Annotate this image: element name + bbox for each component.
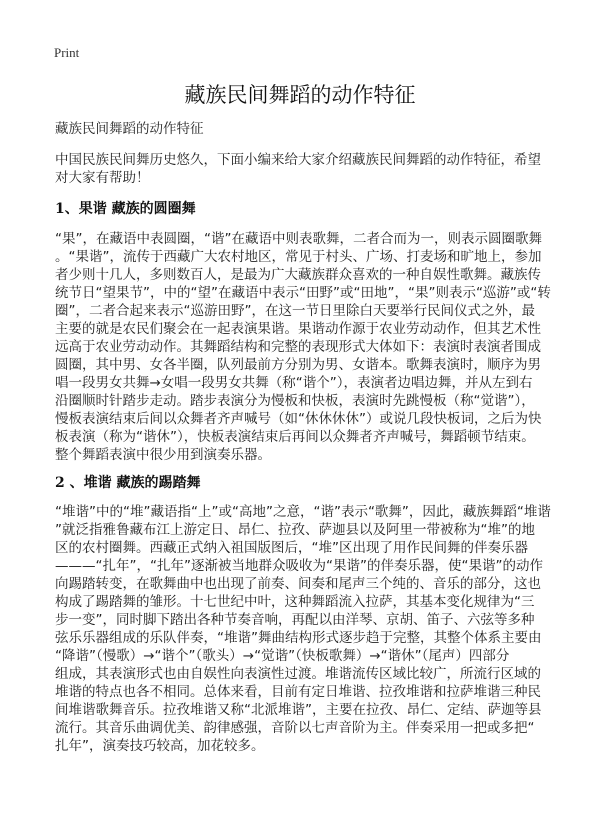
paragraph-line: 沿圈顺时针踏步走动。踏步表演分为慢板和快板，表演时先跳慢板（称“觉谐”）， [55,393,535,409]
paragraph-line: ”就泛指雅鲁藏布江上游定日、昂仁、拉孜、萨迦县以及阿里一带被称为“堆”的地 [55,522,535,538]
paragraph-line: 板表演（称为“谐休”），快板表演结束后再间以众舞者齐声喊号，舞蹈顿节结束。 [55,429,535,445]
paragraph-line: 唱一段男女共舞→女唱一段男女共舞（称“谐个”），表演者边唱边舞，并从左到右 [55,375,533,391]
paragraph-line: 流行。其音乐曲调优美、韵律感强，音阶以七声音阶为主。伴奏采用一把或多把“ [55,720,535,736]
paragraph-line: 统节日“望果节”，中的“望”在藏语中表示“田野”或“田地”，“果”则表示“巡游”或“转 [55,285,551,301]
section-paragraph [55,503,551,755]
paragraph-line: 向踢踏转变，在歌舞曲中也出现了前奏、间奏和尾声三个纯的、音乐的部分，这也 [55,576,541,592]
page-title: 藏族民间舞蹈的动作特征 [184,83,416,107]
paragraph-line: 圆圈，其中男、女各半圈，队列最前方分别为男、女谐本。歌舞表演时，顺序为男 [55,357,541,373]
paragraph-line: “堆谐”中的“堆”藏语指“上”或“高地”之意，“谐”表示“歌舞”，因此，藏族舞蹈“堆谐 [55,504,551,520]
paragraph-line: 主要的就是农民们聚会在一起表演果谐。果谐动作源于农业劳动动作，但其艺术性 [55,321,541,337]
print-link[interactable]: Print [54,45,80,60]
intro-paragraph [55,151,541,187]
paragraph-line: 慢板表演结束后间以众舞者齐声喊号（如“休休休休”）或说几段快板词，之后为快 [55,411,542,427]
paragraph-line: 。“果谐”，流传于西藏广大农村地区，常见于村头、广场、打麦场和旷地上，参加 [55,249,542,265]
paragraph-line: “果”，在藏语中表圆圈，“谐”在藏语中则表歌舞，二者合而为一，则表示圆圈歌舞 [55,231,542,247]
paragraph-line: 步一变”，同时脚下踏出各种节奏音响，再配以由洋琴、京胡、笛子、六弦等多种 [55,612,535,628]
paragraph-line: 堆谐的特点也各不相同。总体来看，目前有定日堆谐、拉孜堆谐和拉萨堆谐三种民 [55,684,541,700]
subtitle: 藏族民间舞蹈的动作特征 [55,121,204,137]
paragraph-line: 间堆谐歌舞音乐。拉孜堆谐又称“北派堆谐”，主要在拉孜、昂仁、定结、萨迦等县 [55,702,542,718]
paragraph-line: ———“扎年”，“扎年”逐渐被当地群众吸收为“果谐”的伴奏乐器，使“果谐”的动作 [55,558,543,574]
section-heading: 2 、堆谐 藏族的踢踏舞 [55,475,201,491]
paragraph-line: 整个舞蹈表演中很少用到演奏乐器。 [55,447,271,463]
paragraph-line: “降谐”（慢歌）→“谐个”（歌头）→“觉谐”（快板歌舞）→“谐休”（尾声）四部分 [55,648,510,664]
paragraph-line: 弦乐乐器组成的乐队伴奏，“堆谐”舞曲结构形式逐步趋于完整，其整个体系主要由 [55,630,542,646]
paragraph-line: 者少则十几人，多则数百人，是最为广大藏族群众喜欢的一种自娱性歌舞。藏族传 [55,267,541,283]
paragraph-line: 圈”，二者合起来表示“巡游田野”，在这一节日里除白天要举行民间仪式之外，最 [55,303,535,319]
intro-line: 中国民族民间舞历史悠久，下面小编来给大家介绍藏族民间舞蹈的动作特征，希望 [55,152,541,168]
paragraph-line: 构成了踢踏舞的雏形。十七世纪中叶，这种舞蹈流入拉萨，其基本变化规律为“三 [55,594,535,610]
paragraph-line: 远高于农业劳动动作。其舞蹈结构和完整的表现形式大体如下：表演时表演者围成 [55,339,541,355]
intro-line: 对大家有帮助！ [55,170,150,186]
section-paragraph [55,230,551,464]
paragraph-line: 区的农村圈舞。西藏正式纳入祖国版图后，“堆”区出现了用作民间舞的伴奏乐器 [55,540,528,556]
paragraph-line: 扎年”，演奏技巧较高，加花较多。 [55,738,265,754]
section-heading: 1、果谐 藏族的圆圈舞 [55,201,196,217]
paragraph-line: 组成，其表演形式也由自娱性向表演性过渡。堆谐流传区域比较广，所流行区域的 [55,666,541,682]
